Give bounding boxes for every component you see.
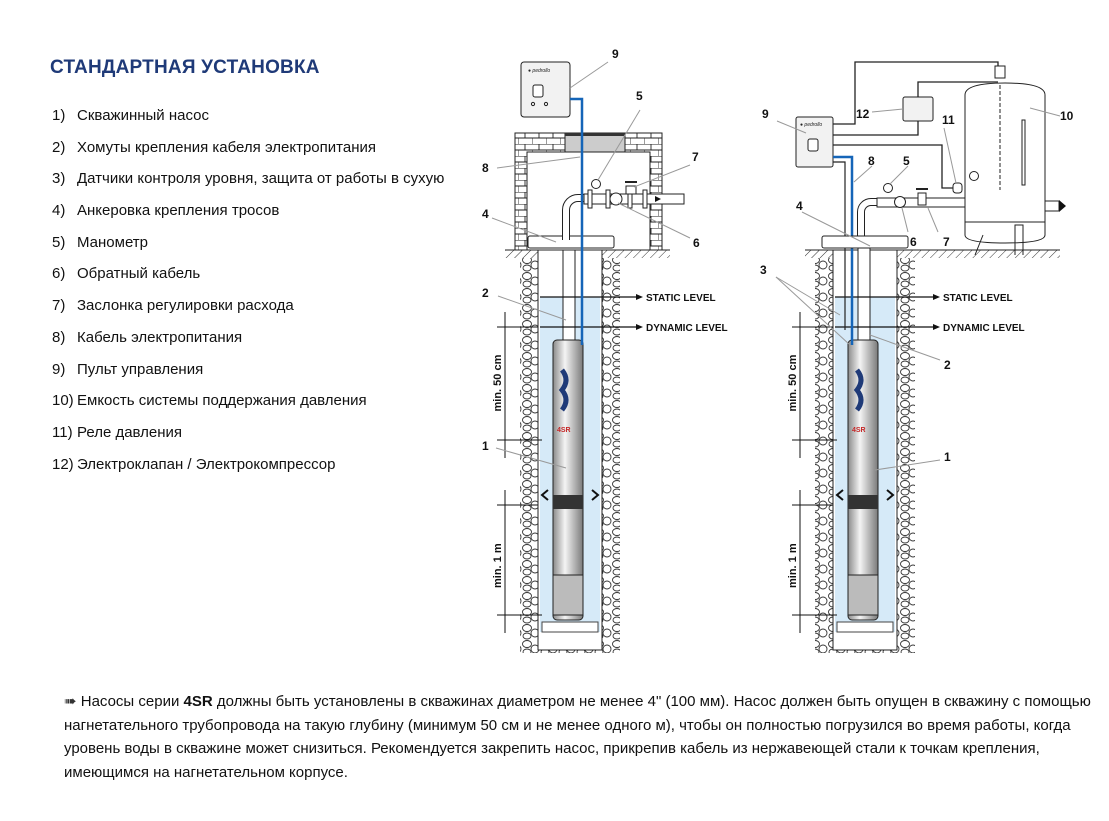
- legend-text: Анкеровка крепления тросов: [77, 202, 280, 220]
- flow-arrow-icon: [1059, 200, 1066, 212]
- arrow-icon: [933, 294, 940, 300]
- callout-4: 4: [796, 199, 803, 213]
- legend-number: 6): [52, 265, 66, 283]
- pump-brand: 4SR: [852, 427, 866, 434]
- dimension-min-1m: min. 1 m: [787, 543, 799, 588]
- legend-text: Реле давления: [77, 423, 183, 441]
- legend-number: 2): [52, 138, 66, 156]
- legend-text: Хомуты крепления кабеля электропитания: [77, 138, 376, 156]
- legend-text: Электроклапан / Электрокомпрессор: [77, 455, 336, 473]
- well-bottom: [542, 622, 598, 632]
- legend-text: Емкость системы поддержания давления: [77, 392, 367, 410]
- callout-4: 4: [482, 207, 489, 221]
- legend-number: 3): [52, 170, 66, 188]
- legend-number: 5): [52, 233, 66, 251]
- legend-text: Датчики контроля уровня, защита от работы в сухую: [77, 170, 445, 188]
- legend-text: Заслонка регулировки расхода: [77, 297, 294, 315]
- svg-text:● pedrollo: ● pedrollo: [528, 68, 551, 74]
- dynamic-level-label: DYNAMIC LEVEL: [646, 323, 728, 334]
- dynamic-level-label: DYNAMIC LEVEL: [943, 323, 1025, 334]
- legend-number: 10): [52, 392, 74, 410]
- legend-number: 4): [52, 202, 66, 220]
- arrow-icon: [636, 294, 643, 300]
- callout-9: 9: [762, 107, 769, 121]
- callout-6: 6: [693, 236, 700, 250]
- legend-text: Кабель электропитания: [77, 328, 243, 346]
- legend-number: 7): [52, 297, 66, 315]
- pump-band: [553, 495, 583, 509]
- callout-11: 11: [942, 113, 955, 127]
- callout-10: 10: [1060, 109, 1074, 123]
- legend-number: 11): [52, 423, 73, 441]
- callout-2: 2: [944, 358, 951, 372]
- static-level-label: STATIC LEVEL: [943, 293, 1013, 304]
- static-level-label: STATIC LEVEL: [646, 293, 716, 304]
- callout-9: 9: [612, 47, 619, 61]
- callout-1: 1: [482, 439, 489, 453]
- legend-text: Обратный кабель: [77, 265, 201, 283]
- page-title: СТАНДАРТНАЯ УСТАНОВКА: [50, 57, 320, 78]
- callout-5: 5: [636, 89, 643, 103]
- pump-band: [848, 495, 878, 509]
- arrow-icon: [636, 324, 643, 330]
- callout-7: 7: [692, 150, 699, 164]
- dimension-min-50cm: min. 50 cm: [492, 354, 504, 412]
- callout-6: 6: [910, 235, 917, 249]
- standard-installation-diagram: [492, 240, 728, 653]
- pump-intake: [848, 575, 878, 615]
- pump-intake: [553, 575, 583, 615]
- legend-number: 9): [52, 360, 66, 378]
- manometer-icon: [592, 180, 601, 189]
- callout-8: 8: [868, 154, 875, 168]
- legend-number: 12): [52, 455, 74, 473]
- callout-7: 7: [943, 235, 950, 249]
- callout-12: 12: [856, 107, 870, 121]
- installation-note: ➠ Насосы серии 4SR должны быть установлены в скважинах диаметром не менее 4" (100 мм). Насос должен быть опущен в скважину с помощью нагнетательного трубопровода на такую глубину (минимум 50 см и не менее одного м), чтобы он полностью погрузился во время работы, когда уровень воды в скважине может снизиться. Рекомендуется закрепить насос, прикрепив кабель из нержавеющей стали к точкам крепления, имеющимся на нагнетательном корпусе.: [64, 693, 1091, 781]
- legend-text: Манометр: [77, 233, 149, 251]
- legend-text: Скважинный насос: [77, 107, 209, 124]
- well-bottom: [837, 622, 893, 632]
- callout-8: 8: [482, 161, 489, 175]
- riser-pipe: [563, 240, 575, 345]
- callout-1: 1: [944, 450, 951, 464]
- series-name: 4SR: [183, 693, 213, 710]
- pressure-tank-installation-diagram: [787, 240, 1060, 653]
- left-building: [515, 133, 684, 250]
- callout-5: 5: [903, 154, 910, 168]
- callout-2: 2: [482, 286, 489, 300]
- legend-text: Пульт управления: [77, 360, 204, 378]
- dimension-min-50cm: min. 50 cm: [787, 354, 799, 412]
- arrow-icon: ➠: [64, 693, 77, 710]
- svg-text:● pedrollo: ● pedrollo: [800, 122, 823, 128]
- arrow-icon: [933, 324, 940, 330]
- pump-brand: 4SR: [557, 427, 571, 434]
- callout-3: 3: [760, 263, 767, 277]
- dimension-min-1m: min. 1 m: [492, 543, 504, 588]
- riser-pipe: [858, 240, 870, 345]
- legend-number: 8): [52, 328, 66, 346]
- legend-number: 1): [52, 107, 66, 124]
